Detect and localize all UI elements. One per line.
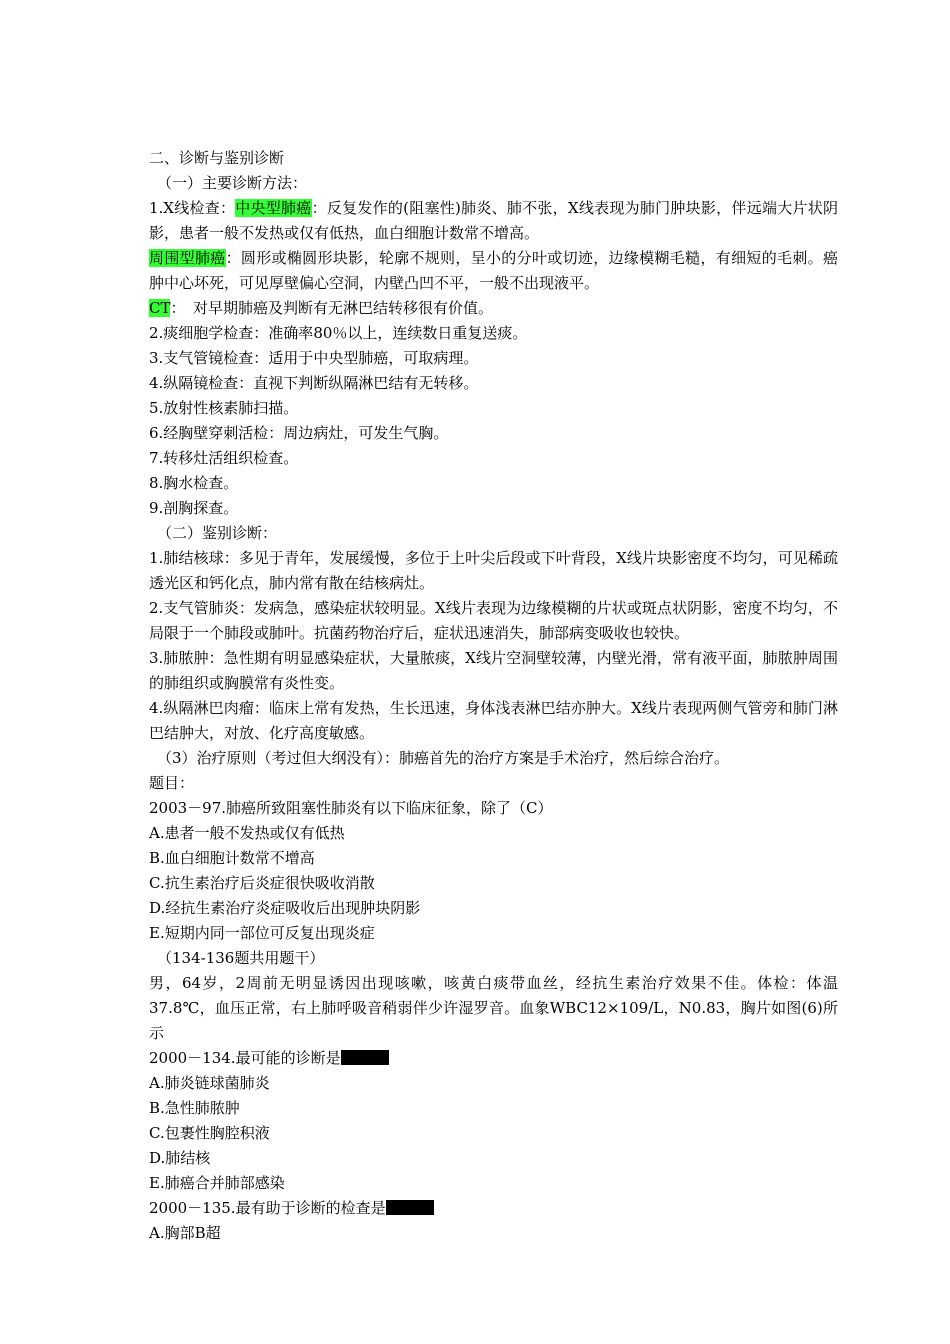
answer-option: B.急性肺脓肿 <box>149 1099 240 1117</box>
method-item: 6.经胸壁穿刺活检：周边病灶，可发生气胸。 <box>149 424 449 442</box>
method-item: 9.剖胸探查。 <box>149 499 239 517</box>
shared-stem-label: （134-136题共用题干） <box>157 949 325 967</box>
method-item: 7.转移灶活组织检查。 <box>149 449 299 467</box>
highlight-ct: CT <box>149 299 171 317</box>
question-135-text: 2000－135.最有助于诊断的检查是 <box>149 1199 386 1217</box>
highlight-central-lung-cancer: 中央型肺癌 <box>235 199 312 217</box>
highlight-peripheral-lung-cancer: 周围型肺癌 <box>149 249 226 267</box>
case-description: 男，64岁，2周前无明显诱因出现咳嗽，咳黄白痰带血丝，经抗生素治疗效果不佳。体检：体温37.8℃，血压正常，右上肺呼吸音稍弱伴少许湿罗音。血象WBC12×109/L，N0.83，胸片如图(6)所示 <box>149 974 838 1042</box>
differential-item: 3.肺脓肿：急性期有明显感染症状，大量脓痰，X线片空洞壁较薄，内壁光滑，常有液平面，肺脓肿周围的肺组织或胸膜常有炎性变。 <box>149 649 838 692</box>
question-134-text: 2000－134.最可能的诊断是 <box>149 1049 341 1067</box>
method-item: 2.痰细胞学检查：准确率80％以上，连续数日重复送痰。 <box>149 324 528 342</box>
subsection-heading: （二）鉴别诊断： <box>157 524 278 542</box>
method-item: 4.纵隔镜检查：直视下判断纵隔淋巴结有无转移。 <box>149 374 479 392</box>
answer-option: C.抗生素治疗后炎症很快吸收消散 <box>149 874 375 892</box>
answer-option: D.经抗生素治疗炎症吸收后出现肿块阴影 <box>149 899 421 917</box>
question-stem <box>116 1046 838 1071</box>
paragraph-ct <box>116 296 838 321</box>
method-item: 5.放射性核素肺扫描。 <box>149 399 299 417</box>
method-item: 8.胸水检查。 <box>149 474 239 492</box>
answer-option: A.胸部B超 <box>149 1224 221 1242</box>
document-body <box>116 146 838 1246</box>
answer-option: E.肺癌合并肺部感染 <box>149 1174 285 1192</box>
ct-text: ： 对早期肺癌及判断有无淋巴结转移很有价值。 <box>170 299 493 317</box>
differential-item: 4.纵隔淋巴肉瘤：临床上常有发热，生长迅速，身体浅表淋巴结亦肿大。X线片表现两侧气管旁和肺门淋巴结肿大，对放、化疗高度敏感。 <box>149 699 838 742</box>
differential-item: 1.肺结核球：多见于青年，发展缓慢，多位于上叶尖后段或下叶背段，X线片块影密度不均匀，可见稀疏透光区和钙化点，肺内常有散在结核病灶。 <box>149 549 838 592</box>
answer-option: D.肺结核 <box>149 1149 211 1167</box>
question-stem: 2003－97.肺癌所致阻塞性肺炎有以下临床征象，除了（C） <box>149 799 553 817</box>
peripheral-text: ：圆形或椭圆形块影，轮廓不规则，呈小的分叶或切迹，边缘模糊毛糙，有细短的毛刺。癌肿中心坏死，可见厚壁偏心空洞，内壁凸凹不平，一般不出现液平。 <box>149 249 838 292</box>
method-item: 3.支气管镜检查：适用于中央型肺癌，可取病理。 <box>149 349 479 367</box>
questions-label: 题目： <box>149 774 195 792</box>
answer-option: C.包裹性胸腔积液 <box>149 1124 270 1142</box>
xray-text: ：反复发作的(阻塞性)肺炎、肺不张，X线表现为肺门肿块影，伴远端大片状阴影，患者一般不发热或仅有低热，血白细胞计数常不增高。 <box>149 199 838 242</box>
section-heading: 二、诊断与鉴别诊断 <box>149 149 285 167</box>
answer-option: B.血白细胞计数常不增高 <box>149 849 315 867</box>
xray-prefix: 1.X线检查： <box>149 199 236 217</box>
redaction-block <box>341 1050 389 1065</box>
paragraph-peripheral <box>116 246 838 296</box>
paragraph-xray <box>116 196 838 246</box>
redaction-block <box>386 1200 434 1215</box>
treatment-principle: （3）治疗原则（考过但大纲没有）：肺癌首先的治疗方案是手术治疗，然后综合治疗。 <box>157 749 730 767</box>
subsection-heading: （一）主要诊断方法： <box>157 174 308 192</box>
question-stem <box>116 1196 838 1221</box>
differential-item: 2.支气管肺炎：发病急，感染症状较明显。X线片表现为边缘模糊的片状或斑点状阴影，密度不均匀，不局限于一个肺段或肺叶。抗菌药物治疗后，症状迅速消失，肺部病变吸收也较快。 <box>149 599 838 642</box>
answer-option: E.短期内同一部位可反复出现炎症 <box>149 924 375 942</box>
answer-option: A.患者一般不发热或仅有低热 <box>149 824 345 842</box>
answer-option: A.肺炎链球菌肺炎 <box>149 1074 270 1092</box>
